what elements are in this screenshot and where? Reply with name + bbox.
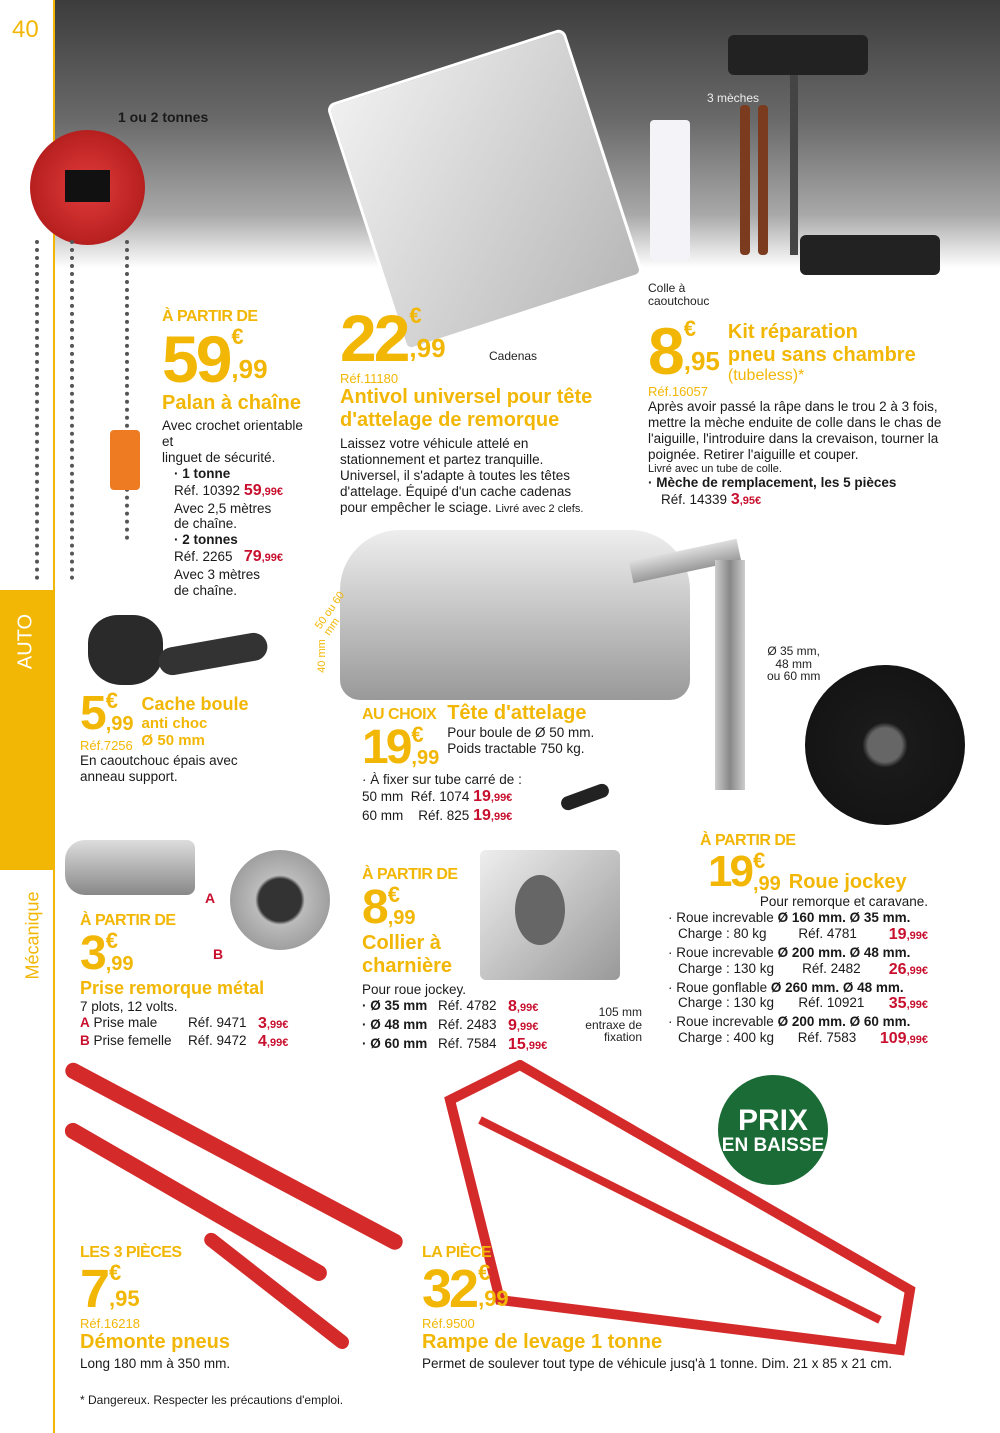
- price-lead: À PARTIR DE: [80, 912, 176, 929]
- product-repair-kit: 8 € ,95 Réf.16057 Kit réparation pneu sans chambre (tubeless)* Après avoir passé la râpe dans le trou 2 à 3 fois, mettre la mèche enduite de colle dans le chas de l'aiguille, l'introduire dans la crevaison, tourner la poignée. Retirer l'aiguille et couper. Livré avec un tube de colle. · Mèche de remplacement, les 5 pièces Réf. 14339 3,95€: [648, 318, 948, 509]
- product-title: pneu sans chambre: [727, 344, 916, 366]
- price-dec: ,99: [478, 1286, 509, 1311]
- product-chain-hoist: À PARTIR DE 59 € ,99 Palan à chaîne Avec crochet orientable et linguet de sécurité. · 1 tonne Réf. 10392 59,99€ Avec 2,5 mètres de chaîne. · 2 tonnes Réf. 2265 79,99€ Avec 3 mètres de chaîne.: [162, 308, 312, 599]
- product-title: Collier à: [362, 932, 441, 954]
- price-int: 8: [648, 314, 682, 388]
- price-lead: LES 3 PIÈCES: [80, 1244, 182, 1261]
- chain-hoist-image: [25, 100, 175, 585]
- price-int: 19: [362, 721, 410, 774]
- option-ref: Réf. 14339: [661, 491, 728, 507]
- price-dec: ,99: [411, 747, 440, 769]
- currency: €: [478, 1260, 491, 1285]
- price-int: 5: [80, 687, 104, 740]
- product-title: Démonte pneus: [80, 1331, 231, 1353]
- desc: 7 plots, 12 volts.: [80, 998, 178, 1014]
- option-ref: Réf. 1074: [410, 788, 470, 804]
- price-int: 7: [80, 1259, 108, 1319]
- option-ref: Réf. 2265: [174, 549, 233, 565]
- product-ref: Réf.9500: [422, 1316, 475, 1331]
- label-a: A: [205, 890, 216, 906]
- section-label: AUTO: [14, 613, 37, 670]
- currency: €: [109, 1260, 122, 1285]
- option-name: 2 tonnes: [182, 532, 238, 548]
- price: [162, 322, 312, 396]
- product-jockey-wheel: [668, 832, 928, 1049]
- product-title: Tête d'attelage: [447, 702, 587, 724]
- product-title: Kit réparation: [727, 321, 858, 343]
- currency: €: [105, 928, 118, 953]
- label-b: B: [213, 946, 224, 962]
- desc: Pour roue jockey.: [362, 982, 467, 997]
- product-ref: Réf.7256: [80, 738, 133, 753]
- desc-small: Livré avec un tube de colle.: [648, 462, 782, 475]
- product-title: Antivol universel pour tête: [340, 386, 593, 408]
- price-dec: ,95: [109, 1286, 140, 1311]
- currency: €: [387, 882, 400, 907]
- product-title: charnière: [362, 955, 453, 977]
- option-price: 59,99€: [243, 481, 284, 499]
- dimension-width: 50 ou 60 mm: [312, 589, 348, 638]
- dimension-height: 40 mm: [315, 639, 328, 673]
- product-hitch-lock: [340, 301, 610, 516]
- product-title: Cache boule: [141, 694, 249, 714]
- ball-cover-image: [88, 605, 278, 690]
- category-label: Mécanique: [22, 891, 43, 980]
- caption-padlock: Cadenas: [489, 349, 538, 363]
- price-lead: AU CHOIX: [362, 706, 437, 723]
- currency: €: [409, 303, 422, 328]
- price-dec: ,99: [105, 713, 134, 735]
- product-car-ramp: [422, 1244, 962, 1372]
- product-ref: Réf.11180: [340, 371, 399, 386]
- price-int: 59: [162, 322, 230, 396]
- price-dec: ,99: [105, 953, 134, 975]
- price-int: 19: [708, 847, 751, 896]
- desc: et: [162, 433, 174, 449]
- option-ref: Réf. 825: [418, 807, 470, 823]
- currency: €: [411, 722, 424, 747]
- dimension-tube: Ø 35 mm, 48 mm ou 60 mm: [767, 644, 821, 684]
- currency: €: [683, 316, 696, 341]
- caption-glue: Colle à caoutchouc: [648, 281, 710, 308]
- tire-lever-image: [60, 1050, 420, 1240]
- option-price: 19,99€: [473, 806, 513, 824]
- option-price: 19,99€: [473, 787, 513, 805]
- desc: Permet de soulever tout type de véhicule jusq'à 1 tonne. Dim. 21 x 85 x 21 cm.: [422, 1356, 893, 1371]
- price-int: 22: [340, 301, 408, 375]
- desc: En caoutchouc épais avec: [80, 753, 238, 768]
- product-hinge-clamp: À PARTIR DE 8 € ,99 Collier à charnière Pour roue jockey. · Ø 35 mm Réf. 4782 8,99€ · Ø 48 mm Réf. 2483 9,99€ · Ø 60 mm Réf. 7584 15,99€: [362, 866, 562, 1055]
- product-ref: Réf.16057: [648, 384, 708, 399]
- product-title: Ø 50 mm: [141, 731, 205, 749]
- currency: €: [231, 324, 244, 349]
- price-dec: ,99: [752, 873, 781, 895]
- price-dec: ,99: [231, 354, 268, 384]
- desc: linguet de sécurité.: [162, 449, 276, 465]
- option-note: Avec 2,5 mètres: [174, 500, 272, 516]
- price-drop-badge: PRIX EN BAISSE: [718, 1075, 828, 1185]
- product-title: Roue jockey: [788, 871, 907, 893]
- desc: Poids tractable 750 kg.: [447, 740, 585, 756]
- product-title: anti choc: [141, 714, 208, 732]
- desc: À fixer sur tube carré de :: [370, 772, 522, 787]
- price-dec: ,99: [387, 907, 416, 929]
- product-ref: Réf.16218: [80, 1316, 140, 1331]
- desc: Après avoir passé la râpe dans le trou 2 à 3 fois, mettre la mèche enduite de colle dans le chas de l'aiguille, l'introduire dans la crevaison, tourner la poignée. Retirer l'aiguille et couper.: [648, 399, 942, 462]
- price-dec: ,99: [409, 333, 446, 363]
- desc: Laissez votre véhicule attelé en stationnement et partez tranquille. Universel, il s'adapte à toutes les têtes d'attelage. Équipé d'un cache cadenas pour empêcher le sciage.: [340, 436, 572, 515]
- currency: €: [752, 848, 766, 873]
- product-tire-levers: [80, 1244, 230, 1372]
- option-note: de chaîne.: [174, 516, 238, 532]
- page-number: 40: [12, 16, 39, 43]
- price-int: 3: [80, 927, 104, 980]
- desc-small: Livré avec 2 clefs.: [495, 502, 584, 515]
- product-title: Rampe de levage 1 tonne: [422, 1331, 663, 1353]
- product-title: (tubeless)*: [727, 367, 805, 384]
- option-price: 3,95€: [730, 490, 762, 508]
- product-ball-cover: [80, 687, 249, 785]
- price-lead: À PARTIR DE: [700, 832, 796, 849]
- product-title: Prise remorque métal: [80, 978, 265, 998]
- option-note: de chaîne.: [174, 583, 238, 599]
- dimension-fixing: 105 mm entraxe de fixation: [585, 1005, 642, 1045]
- desc: Pour remorque et caravane.: [759, 894, 928, 909]
- option-name: Mèche de remplacement, les 5 pièces: [656, 474, 897, 490]
- desc: anneau support.: [80, 768, 178, 784]
- price-lead: À PARTIR DE: [162, 308, 258, 325]
- currency: €: [105, 688, 118, 713]
- jockey-options: · Roue increvable Ø 160 mm. Ø 35 mm. Charge : 80 kg Réf. 4781 19,99€ · Roue increvable Ø 200 mm. Ø 48 mm. Charge : 130 kg Réf. 2482 26,99€ · Roue gonflable Ø 260 mm. Ø 48 mm. Charge : 130 kg Réf. 10921 35,99€ · Roue increvable Ø 200 mm. Ø 60 mm. Charge : 400 kg Réf. 7583 109,99€: [668, 909, 928, 1048]
- price-int: 8: [362, 881, 386, 934]
- desc: Pour boule de Ø 50 mm.: [447, 725, 595, 740]
- product-trailer-plug: À PARTIR DE 3 € ,99 Prise remorque métal 7 plots, 12 volts. A Prise male Réf. 9471 3,99€ B Prise femelle Réf. 9472 4,99€: [80, 912, 310, 1052]
- jockey-wheel-image: [610, 540, 990, 830]
- option-note: Avec 3 mètres: [174, 567, 261, 583]
- product-title: d'attelage de remorque: [340, 409, 560, 431]
- repair-kit-image: [650, 35, 950, 275]
- price-int: 32: [422, 1259, 477, 1319]
- footnote: * Dangereux. Respecter les précautions d'emploi.: [80, 1393, 344, 1407]
- capacity-label: 1 ou 2 tonnes: [118, 109, 209, 125]
- product-title: Palan à chaîne: [162, 392, 301, 414]
- product-coupling-head: AU CHOIX 19 € ,99 Tête d'attelage Pour boule de Ø 50 mm. Poids tractable 750 kg. · À fixer sur tube carré de : 50 mm Réf. 1074 19,99€ 60 mm Réf. 825 19,99€: [362, 706, 642, 826]
- price-dec: ,95: [683, 346, 720, 376]
- option-price: 79,99€: [243, 548, 284, 566]
- desc: Avec crochet orientable: [162, 418, 303, 433]
- price-lead: LA PIÈCE: [422, 1244, 492, 1261]
- desc: Long 180 mm à 350 mm.: [80, 1356, 231, 1371]
- price-lead: À PARTIR DE: [362, 866, 458, 883]
- caption-wicks: 3 mèches: [707, 91, 760, 105]
- option-name: 1 tonne: [182, 465, 231, 481]
- option-ref: Réf. 10392: [174, 482, 241, 498]
